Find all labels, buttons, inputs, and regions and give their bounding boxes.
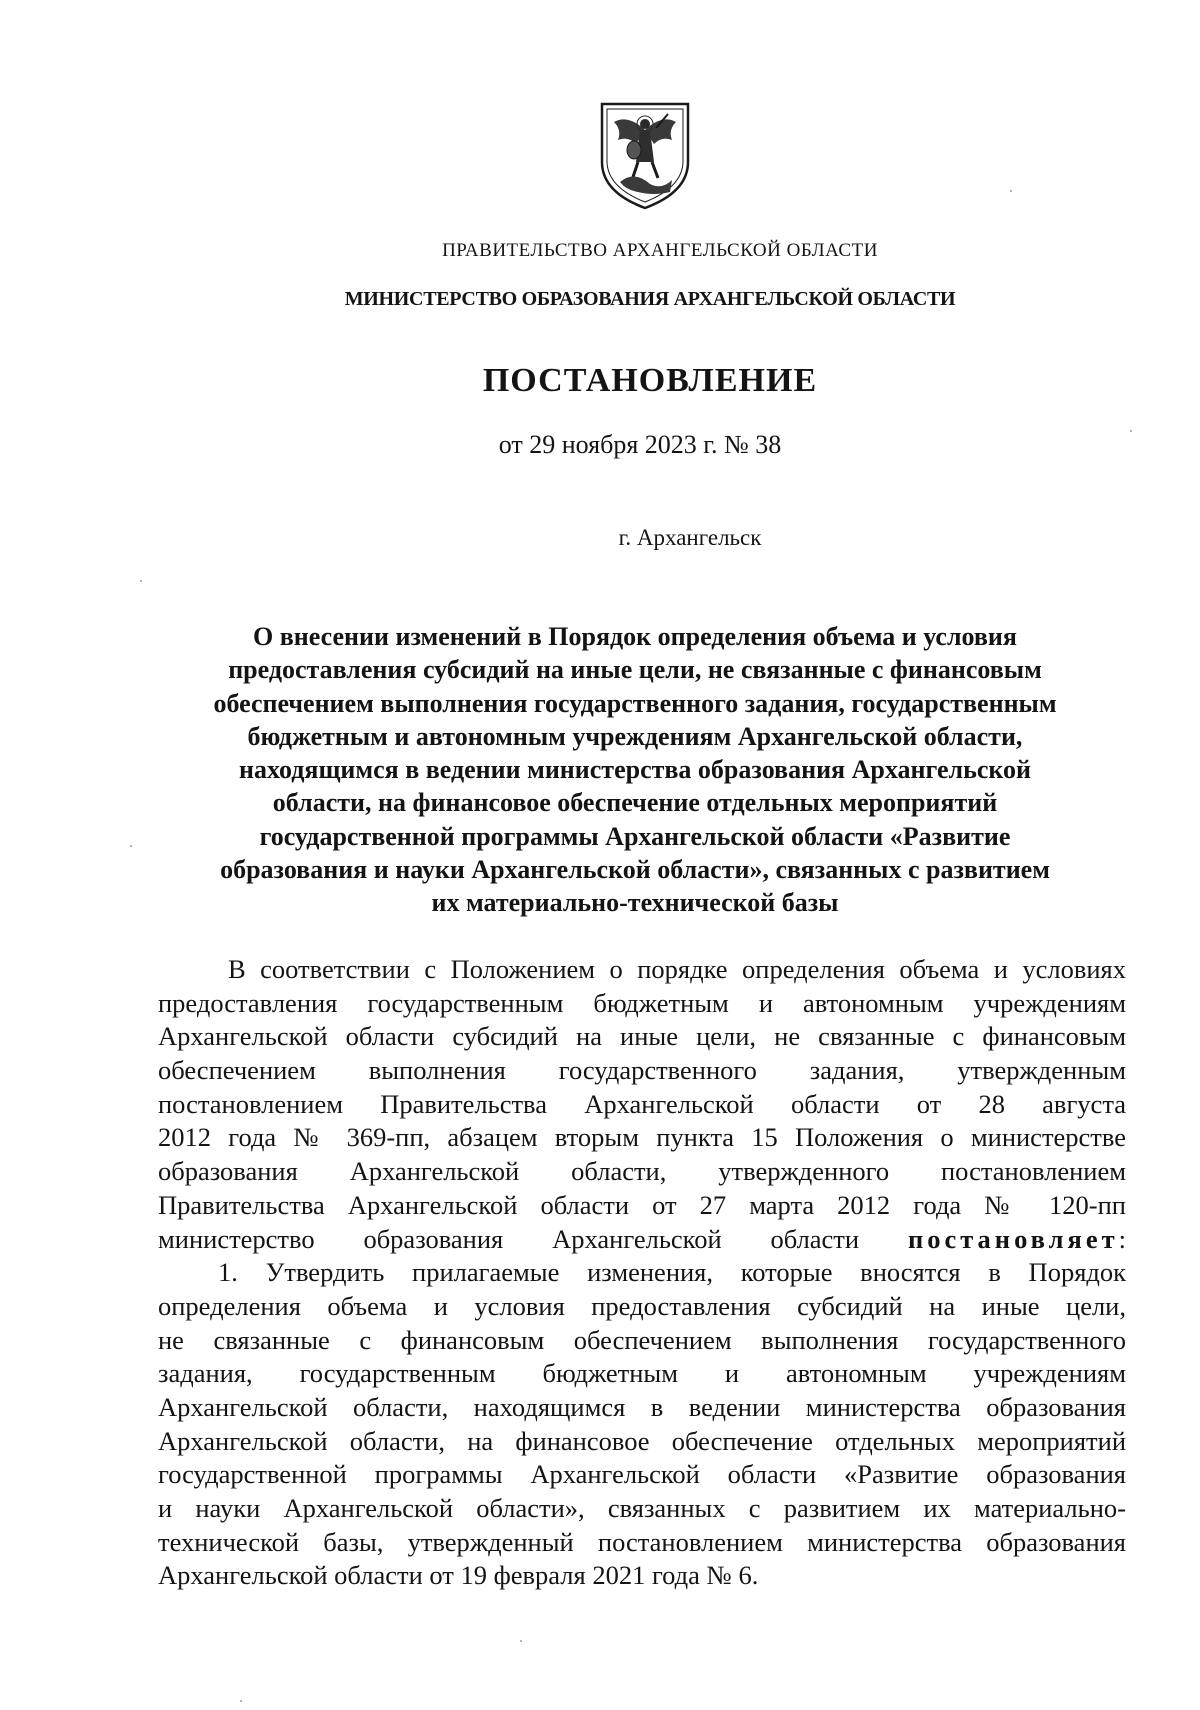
title-line: бюджетным и автономным учреждениям Архангельской области, [247, 721, 1023, 751]
scan-speck [140, 580, 142, 582]
title-line: государственной программы Архангельской области «Развитие [259, 821, 1011, 851]
body-line: Архангельской области, находящимся в ведении министерства образования [158, 1391, 1126, 1422]
title-line: области, на финансовое обеспечение отдельных мероприятий [272, 788, 998, 818]
body-line: 1. Утвердить прилагаемые изменения, которые вносятся в Порядок [218, 1257, 1126, 1288]
resolution-suffix: : [1118, 1223, 1126, 1254]
title-line: образования и науки Архангельской области», связанных с развитием [220, 855, 1050, 885]
body-line: обеспечением выполнения государственного задания, утвержденным [158, 1055, 1126, 1086]
body-line: В соответствии с Положением о порядке определения объема и условиях [228, 954, 1126, 984]
document-body [158, 953, 1126, 1593]
document-type: ПОСТАНОВЛЕНИЕ [482, 362, 818, 399]
body-line: образования Архангельской области, утвержденного постановлением [158, 1156, 1126, 1187]
title-line: обеспечением выполнения государственного задания, государственным [213, 688, 1057, 718]
body-line: технической базы, утвержденный постановлением министерства образования [158, 1526, 1126, 1557]
body-line: не связанные с финансовым обеспечением выполнения государственного [158, 1324, 1126, 1355]
body-line: 2012 года № 369-пп, абзацем вторым пункта 15 Положения о министерстве [158, 1122, 1126, 1153]
body-line: Архангельской области, на финансовое обеспечение отдельных мероприятий [158, 1425, 1126, 1456]
government-header: ПРАВИТЕЛЬСТВО АРХАНГЕЛЬСКОЙ ОБЛАСТИ [442, 240, 878, 261]
scan-speck [1010, 190, 1012, 192]
body-line: задания, государственным бюджетным и автономным учреждениям [158, 1358, 1126, 1389]
document-title [170, 620, 1100, 920]
title-line: предоставления субсидий на иные цели, не связанные с финансовым [228, 655, 1042, 685]
body-line: государственной программы Архангельской области «Развитие образования [158, 1459, 1126, 1490]
document-city: г. Архангельск [618, 525, 762, 550]
scan-speck [520, 1640, 522, 1642]
ministry-header: МИНИСТЕРСТВО ОБРАЗОВАНИЯ АРХАНГЕЛЬСКОЙ ОБЛАСТИ [344, 288, 956, 310]
title-line: находящимся в ведении министерства образования Архангельской [239, 755, 1031, 785]
document-date-number: от 29 ноября 2023 г. № 38 [498, 430, 782, 459]
title-line: О внесении изменений в Порядок определения объема и условия [253, 622, 1017, 651]
body-line: Архангельской области субсидий на иные цели, не связанные с финансовым [158, 1021, 1126, 1052]
resolution-prefix: министерство образования Архангельской области [158, 1223, 908, 1254]
body-line-resolution [158, 1223, 1126, 1257]
scan-speck [130, 845, 132, 847]
resolution-verb: постановляет [907, 1223, 1119, 1254]
body-line: предоставления государственным бюджетным и автономным учреждениям [158, 987, 1126, 1018]
body-line: постановлением Правительства Архангельской области от 28 августа [158, 1088, 1126, 1119]
title-line: их материально-технической базы [431, 888, 839, 918]
body-line: Архангельской области от 19 февраля 2021 года № 6. [158, 1560, 759, 1591]
scan-speck [240, 1700, 242, 1702]
body-line: и науки Архангельской области», связанных с развитием их материально- [158, 1493, 1126, 1523]
body-line: Правительства Архангельской области от 27 марта 2012 года № 120-пп [158, 1189, 1126, 1220]
scan-speck [1130, 430, 1132, 432]
body-line: определения объема и условия предоставления субсидий на иные цели, [158, 1290, 1126, 1321]
coat-of-arms-icon [598, 100, 692, 212]
